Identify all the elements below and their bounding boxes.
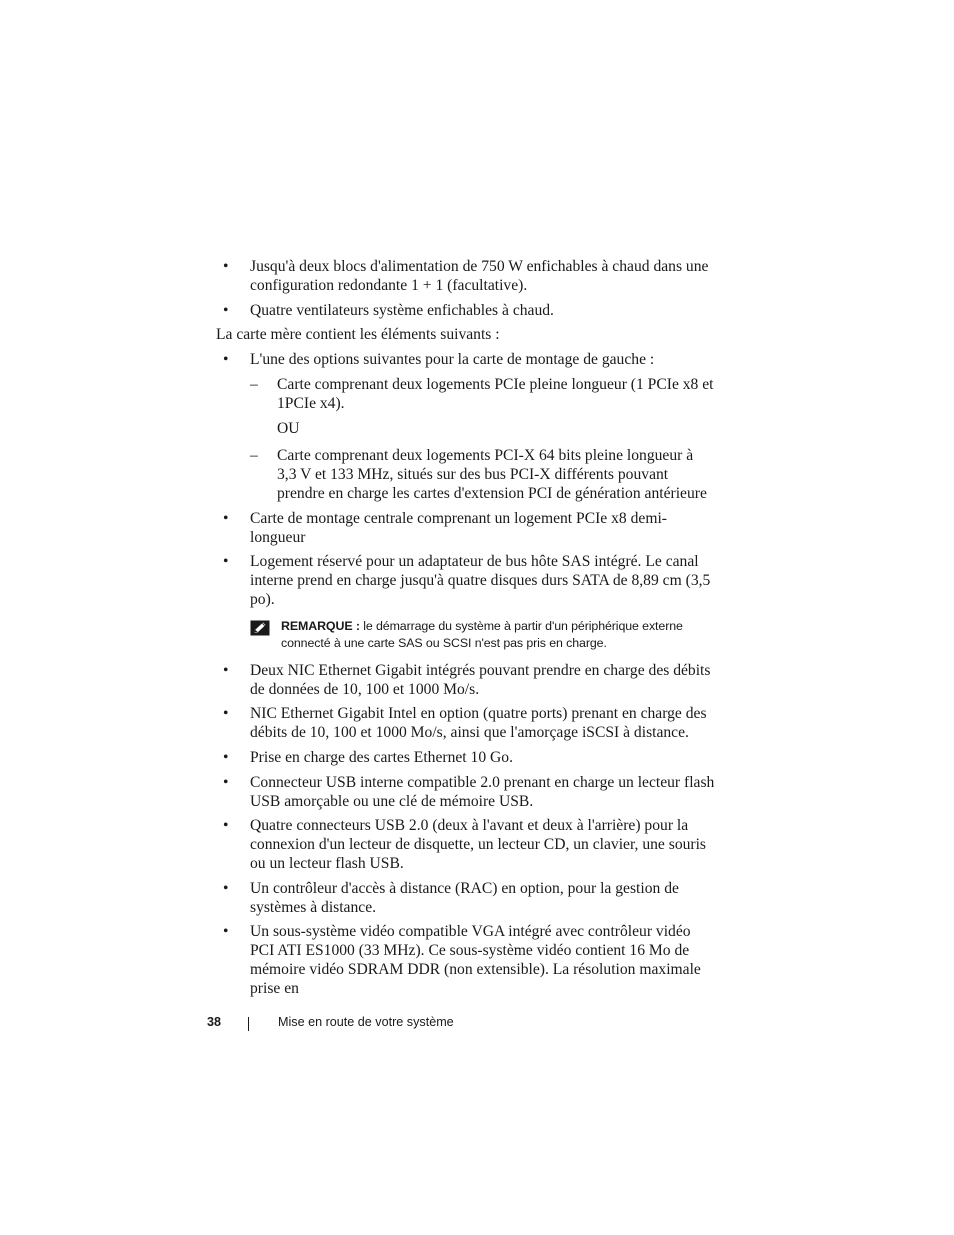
note-text: le démarrage du système à partir d'un périphérique externe connecté à une carte SAS ou SCSI n'est pas pris en charge. — [281, 618, 683, 650]
page-body — [216, 258, 716, 1005]
list-item — [216, 302, 716, 321]
list-item — [216, 817, 716, 873]
or-separator: OU — [277, 419, 300, 437]
sublist-item — [250, 447, 716, 503]
dash-icon: – — [250, 375, 258, 393]
note-label: REMARQUE : — [281, 618, 360, 633]
sublist-item-text: Carte comprenant deux logements PCIe pleine longueur (1 PCIe x8 et 1PCIe x4). — [277, 375, 714, 412]
list-item — [216, 774, 716, 812]
bullet-icon: • — [223, 661, 229, 679]
bullet-icon: • — [223, 879, 229, 897]
list-item-text: Un contrôleur d'accès à distance (RAC) en option, pour la gestion de systèmes à distance. — [250, 879, 679, 916]
bullet-icon: • — [223, 351, 229, 369]
list-item-text: Quatre connecteurs USB 2.0 (deux à l'avant et deux à l'arrière) pour la connexion d'un lecteur de disquette, un lecteur CD, un clavier, une souris ou un lecteur flash USB. — [250, 817, 707, 872]
list-item — [216, 553, 716, 651]
list-item — [216, 880, 716, 918]
motherboard-features-list — [216, 351, 716, 998]
list-item-text: Quatre ventilateurs système enfichables à chaud. — [250, 301, 554, 319]
bullet-icon: • — [223, 748, 229, 766]
list-item-riser-options — [216, 351, 716, 504]
bullet-icon: • — [223, 773, 229, 791]
list-item — [216, 662, 716, 700]
footer-divider — [248, 1017, 249, 1031]
list-item — [216, 705, 716, 743]
bullet-icon: • — [223, 705, 229, 723]
list-item-text: Jusqu'à deux blocs d'alimentation de 750 W enfichables à chaud dans une configuration redondante 1 + 1 (facultative). — [250, 258, 709, 294]
footer-title: Mise en route de votre système — [278, 1015, 454, 1029]
page-number: 38 — [207, 1015, 222, 1029]
list-item-text: Logement réservé pour un adaptateur de bus hôte SAS intégré. Le canal interne prend en charge jusqu'à quatre disques durs SATA de 8,89 cm (3,5 po). — [250, 553, 711, 608]
sublist-item-text: Carte comprenant deux logements PCI-X 64 bits pleine longueur à 3,3 V et 133 MHz, situés sur des bus PCI-X différents pouvant prendre en charge les cartes d'extension PCI de génération antérieure — [277, 447, 707, 502]
sublist-item — [250, 376, 716, 438]
list-item-text: NIC Ethernet Gigabit Intel en option (quatre ports) prenant en charge des débits de 10, 100 et 1000 Mo/s, ainsi que l'amorçage iSCSI à distance. — [250, 705, 707, 742]
note-box — [250, 618, 716, 652]
list-item-text: L'une des options suivantes pour la carte de montage de gauche : — [250, 351, 655, 369]
bullet-icon: • — [223, 509, 229, 527]
riser-options-sublist — [250, 376, 716, 504]
dash-icon: – — [250, 447, 258, 465]
power-cooling-list — [216, 258, 716, 320]
bullet-icon: • — [223, 258, 229, 275]
pencil-note-icon — [250, 620, 270, 636]
bullet-icon: • — [223, 553, 229, 571]
list-item-text: Carte de montage centrale comprenant un logement PCIe x8 demi-longueur — [250, 509, 667, 546]
list-item — [216, 510, 716, 548]
list-item-text: Prise en charge des cartes Ethernet 10 Go. — [250, 748, 513, 766]
list-item-text: Deux NIC Ethernet Gigabit intégrés pouvant prendre en charge des débits de données de 10, 100 et 1000 Mo/s. — [250, 661, 711, 698]
list-item-text: Connecteur USB interne compatible 2.0 prenant en charge un lecteur flash USB amorçable ou une clé de mémoire USB. — [250, 773, 715, 810]
intro-paragraph: La carte mère contient les éléments suivants : — [216, 326, 500, 344]
list-item — [216, 749, 716, 768]
list-item-text: Un sous-système vidéo compatible VGA intégré avec contrôleur vidéo PCI ATI ES1000 (33 MHz). Ce sous-système vidéo contient 16 Mo de mémoire vidéo SDRAM DDR (non extensible). La résolution maximale prise en — [250, 923, 701, 997]
list-item — [216, 258, 716, 296]
bullet-icon: • — [223, 817, 229, 835]
bullet-icon: • — [223, 923, 229, 941]
list-item — [216, 923, 716, 998]
bullet-icon: • — [223, 301, 229, 319]
